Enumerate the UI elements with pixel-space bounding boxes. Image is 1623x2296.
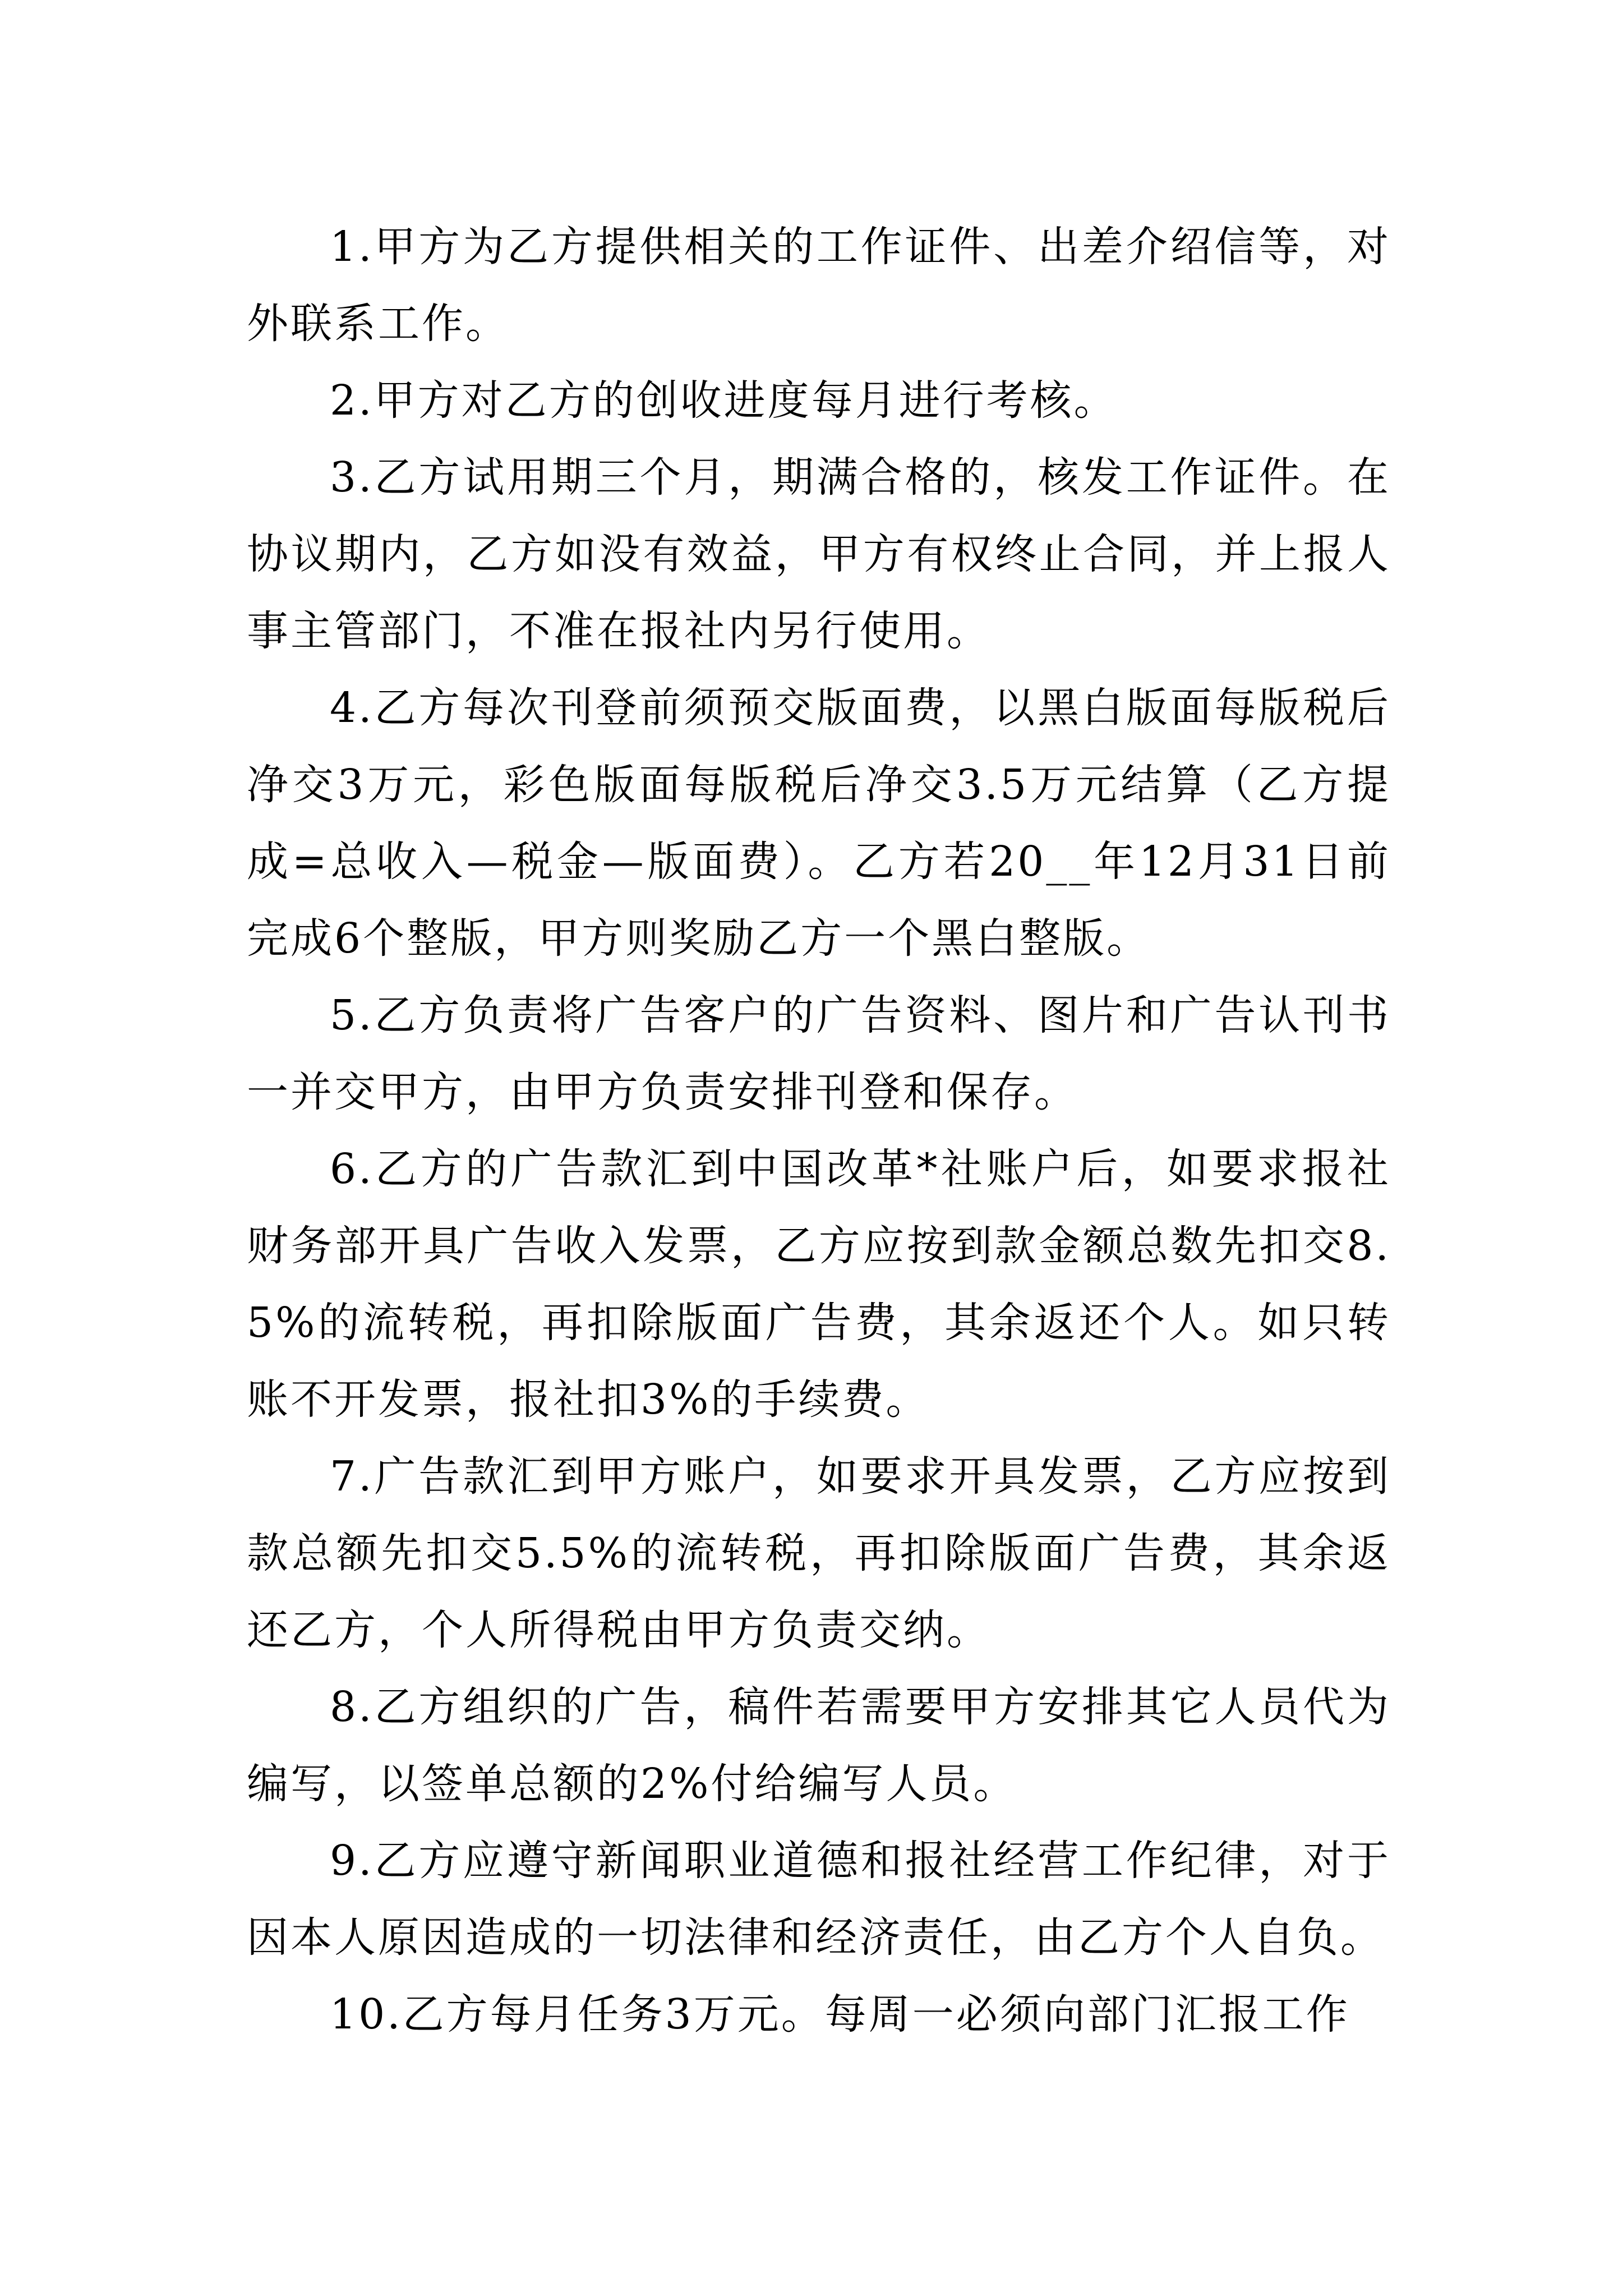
clause-9: 9.乙方应遵守新闻职业道德和报社经营工作纪律，对于因本人原因造成的一切法律和经济责任，由乙方个人自负。	[247, 1837, 1391, 1962]
clause-8: 8.乙方组织的广告，稿件若需要甲方安排其它人员代为编写，以签单总额的2%付给编写人员。	[247, 1683, 1391, 1808]
clause-5: 5.乙方负责将广告客户的广告资料、图片和广告认刊书一并交甲方，由甲方负责安排刊登和保存。	[247, 991, 1391, 1116]
clause-4: 4.乙方每次刊登前须预交版面费，以黑白版面每版税后净交3万元，彩色版面每版税后净交3.5万元结算（乙方提成=总收入—税金—版面费）。乙方若20__年12月31日前完成6个整版，甲方则奖励乙方一个黑白整版。	[247, 684, 1391, 963]
clause-6: 6.乙方的广告款汇到中国改革*社账户后，如要求报社财务部开具广告收入发票，乙方应按到款金额总数先扣交8.5%的流转税，再扣除版面广告费，其余返还个人。如只转账不开发票，报社扣3%的手续费。	[247, 1145, 1391, 1424]
clause-1: 1.甲方为乙方提供相关的工作证件、出差介绍信等，对外联系工作。	[247, 223, 1391, 348]
clause-2: 2.甲方对乙方的创收进度每月进行考核。	[330, 376, 1118, 425]
clause-10: 10.乙方每月任务3万元。每周一必须向部门汇报工作	[330, 1990, 1350, 2039]
document-body	[247, 209, 1391, 2053]
clause-7: 7.广告款汇到甲方账户，如要求开具发票，乙方应按到款总额先扣交5.5%的流转税，再扣除版面广告费，其余返还乙方，个人所得税由甲方负责交纳。	[247, 1452, 1391, 1654]
clause-3: 3.乙方试用期三个月，期满合格的，核发工作证件。在协议期内，乙方如没有效益，甲方有权终止合同，并上报人事主管部门，不准在报社内另行使用。	[247, 453, 1391, 655]
